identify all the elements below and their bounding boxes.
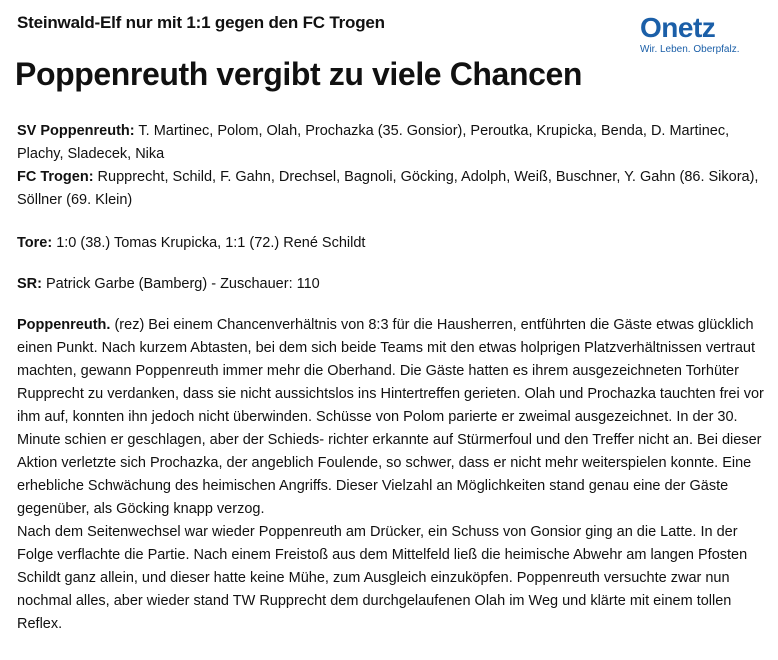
- report-paragraph-1-text: (rez) Bei einem Chancenverhältnis von 8:3 für die Hausherren, entführten die Gäste etwas glücklich einen Punkt. Nach kurzem Abtasten, bei dem sich beide Teams mit den etwas holprigen Platzverhältnissen vertraut machten, gewann Poppenreuth immer mehr die Oberhand. Die Gäste hatten es ihrem ausgezeichneten Torhüter Rupprecht zu verdanken, dass sie nicht aussichtslos ins Hintertreffen gerieten. Olah und Prochazka tauchten frei vor ihm auf, konnten ihn jedoch nicht überwinden. Schüsse von Polom parierte er zweimal ausgezeichnet. In der 30. Minute schien er geschlagen, aber der Schieds- richter erkannte auf Stürmerfoul und den Treffer nicht an. Bei dieser Aktion verletzte sich Prochazka, der angeblich Foulende, so schwer, dass er nicht mehr weiterspielen konnte. Eine erhebliche Schwächung des heimischen Angriffs. Dieser Vielzahl an Möglichkeiten stand genau eine der Gäste gegenüber, als Göcking knapp verzog.: [17, 317, 764, 517]
- away-team-label: FC Trogen:: [17, 169, 94, 185]
- goals-label: Tore:: [17, 235, 53, 251]
- home-lineup: [17, 120, 767, 166]
- report-paragraph-2: Nach dem Seitenwechsel war wieder Poppenreuth am Drücker, ein Schuss von Gonsior ging an die Latte. In der Folge verflachte die Partie. Nach einem Freistoß aus dem Mittelfeld ließ die heimische Abwehr am langen Pfosten Schildt ganz allein, und dieser hatte keine Mühe, zum Ausgleich einzuköpfen. Poppenreuth versuchte zwar nun nochmal alles, aber wieder stand TW Rupprecht dem durchgelaufenen Olah im Weg und klärte mit einem tollen Reflex.: [17, 524, 748, 632]
- away-team-players: Rupprecht, Schild, F. Gahn, Drechsel, Bagnoli, Göcking, Adolph, Weiß, Buschner, Y. Gahn (86. Sikora), Söllner (69. Klein): [17, 169, 759, 208]
- home-team-players: T. Martinec, Polom, Olah, Prochazka (35. Gonsior), Peroutka, Krupicka, Benda, D. Martinec, Plachy, Sladecek, Nika: [17, 123, 730, 162]
- referee-label: SR:: [17, 276, 42, 292]
- match-report: [17, 314, 767, 636]
- home-team-label: SV Poppenreuth:: [17, 123, 135, 139]
- article-kicker: Steinwald-Elf nur mit 1:1 gegen den FC Trogen: [17, 13, 385, 32]
- lineups: [17, 120, 767, 212]
- away-lineup: [17, 166, 767, 212]
- goals-line: [17, 232, 767, 255]
- referee-line: [17, 273, 767, 296]
- onetz-logo: [640, 14, 760, 56]
- goals-text: 1:0 (38.) Tomas Krupicka, 1:1 (72.) René Schildt: [52, 235, 366, 251]
- report-dateline: Poppenreuth.: [17, 317, 111, 333]
- referee-text: Patrick Garbe (Bamberg) - Zuschauer: 110: [41, 276, 320, 292]
- report-paragraph-1: [17, 314, 767, 521]
- logo-wordmark: Onetz: [640, 12, 716, 43]
- logo-slogan: Wir. Leben. Oberpfalz.: [640, 44, 740, 55]
- article-headline: Poppenreuth vergibt zu viele Chancen: [15, 56, 583, 92]
